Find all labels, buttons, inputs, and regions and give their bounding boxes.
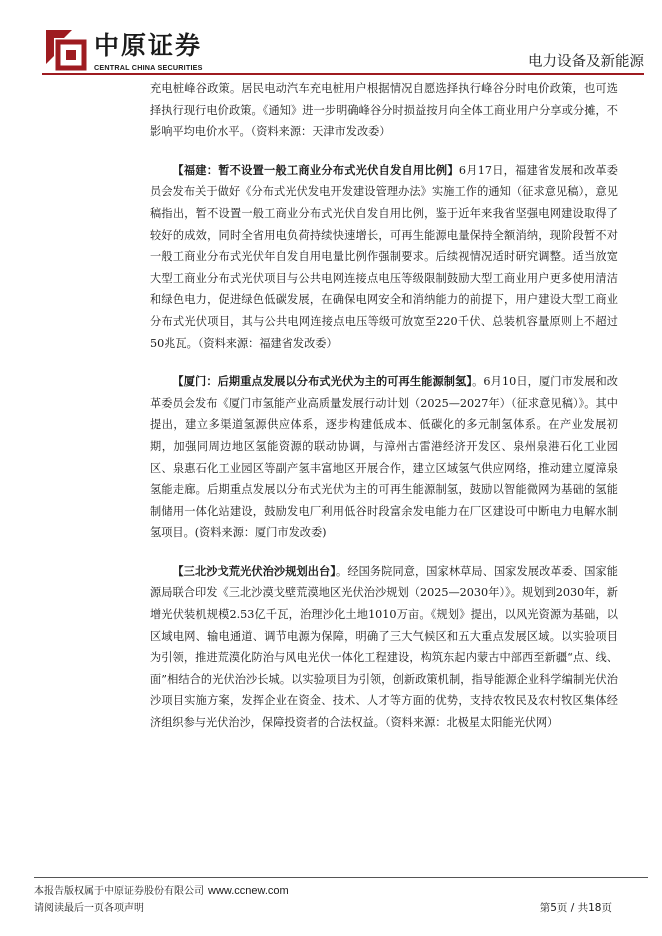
- paragraph-xiamen: [150, 371, 618, 544]
- paragraph-tianjin-tail: 充电桩峰谷政策。居民电动汽车充电桩用户根据情况自愿选择执行峰谷分时电价政策，也可选择执行现行电价政策。《通知》进一步明确峰谷分时损益按月向全体工商业用户分享或分摊，不影响平均电价水平。（资料来源：天津市发改委）: [150, 82, 618, 139]
- company-logo: [42, 26, 202, 74]
- header-divider: [42, 73, 644, 75]
- paragraph-xiamen-title: 【厦门：后期重点发展以分布式光伏为主的可再生能源制氢】: [172, 374, 473, 389]
- paragraph-fujian-body: 6月17日，福建省发展和改革委员会发布关于做好《分布式光伏发电开发建设管理办法》实施工作的通知（征求意见稿），意见稿指出，暂不设置一般工商业分布式光伏自发自用比例，鉴于近年来我省坚强电网建设取得了较好的成效，同时全省用电负荷持续快速增长，可再生能源电量保持全额消纳，现阶段暂不对一般工商业分布式光伏年自发自用电量比例作强制要求。后续视情况适时研究调整。适当放宽大型工商业分布式光伏项目与公共电网连接点电压等级限制鼓励大型工商业用户更多使用清洁和绿色电力，促进绿色低碳发展，在确保电网安全和消纳能力的前提下，用户建设大型工商业分布式光伏项目，其与公共电网连接点电压等级可放宽至220千伏、总装机容量原则上不超过50兆瓦。（资料来源：福建省发改委）: [150, 163, 618, 350]
- footer-notice: [34, 883, 289, 917]
- footer-divider: [34, 877, 648, 878]
- logo-english-name: CENTRAL CHINA SECURITIES: [94, 63, 203, 72]
- paragraph-sanbei-body: 。经国务院同意，国家林草局、国家发展改革委、国家能源局联合印发《三北沙漠戈壁荒漠地区光伏治沙规划（2025—2030年）》。规划到2030年，新增光伏装机规模2.53亿千瓦，治理沙化土地1010万亩。《规划》提出，以风光资源为基础，以区域电网、输电通道、调节电源为保障，明确了三大气候区和五大重点发展区域。以实验项目为引领，推进荒漠化防治与风电光伏一体化工程建设，构筑东起内蒙古中部西至新疆“点、线、面”相结合的光伏治沙长城。以实验项目为引领，创新政策机制，指导能源企业科学编制光伏治沙项目实施方案，发挥企业在资金、技术、人才等方面的优势，支持农牧民及农村牧区集体经济组织参与光伏治沙，保障投资者的合法权益。（资料来源：北极星太阳能光伏网）: [150, 564, 618, 730]
- paragraph-sanbei-title: 【三北沙戈荒光伏治沙规划出台】: [172, 563, 337, 578]
- paragraph-fujian: [150, 160, 618, 354]
- logo-chinese-name: 中原证券: [94, 31, 203, 60]
- page-number: 第5页 / 共18页: [539, 902, 612, 914]
- paragraph-sanbei: [150, 561, 618, 734]
- company-logo-mark-icon: [42, 26, 88, 72]
- paragraph-fujian-title: 【福建：暂不设置一般工商业分布式光伏自发自用比例】: [172, 162, 459, 177]
- report-body: [150, 78, 618, 751]
- page-header: [0, 0, 662, 78]
- footer-copyright: 本报告版权属于中原证券股份有限公司: [34, 886, 204, 897]
- footer-disclaimer: 请阅读最后一页各项声明: [34, 903, 144, 914]
- report-sector: 电力设备及新能源: [528, 54, 644, 70]
- paragraph-xiamen-body: 。6月10日，厦门市发展和改革委员会发布《厦门市氢能产业高质量发展行动计划（2025—2027年）（征求意见稿）》。其中提出，建立多渠道氢源供应体系，逐步构建低成本、低碳化的多元制氢体系。在产业发展初期，加强同周边地区氢能资源的联动协调，与漳州古雷港经济开发区、泉州泉港石化工业园区、泉惠石化工业园区等副产氢丰富地区开展合作，建立区域氢气供应网络，推动建立厦漳泉氢能走廊。后期重点发展以分布式光伏为主的可再生能源制氢，鼓励以智能微网为基础的氢能制储用一体化站建设，鼓励发电厂利用低谷时段富余发电能力在厂区建设可中断电力电解水制氢项目。(资料来源：厦门市发改委): [150, 375, 618, 540]
- footer-website-link[interactable]: www.ccnew.com: [208, 885, 289, 897]
- page-footer: [0, 877, 662, 936]
